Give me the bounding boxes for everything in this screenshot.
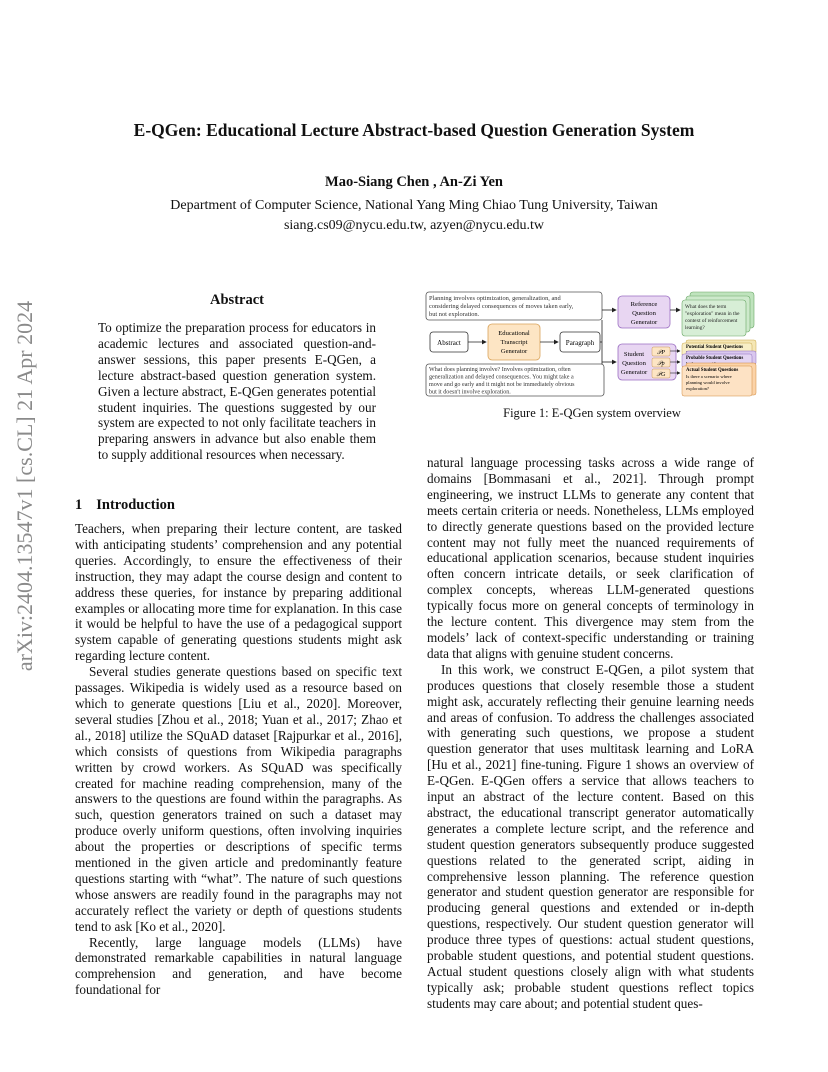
- bottom-note-line: move and go early and it might not be immediately obvious: [429, 382, 575, 388]
- actual-question-line: Is there a scenario where: [686, 374, 732, 379]
- bottom-note-box: [426, 364, 604, 396]
- ref-question-line: What does the term: [685, 304, 727, 310]
- actual-questions-card: [682, 363, 756, 396]
- arxiv-id-text: arXiv:2404.13547v1 [cs.CL] 21 Apr 2024: [12, 300, 37, 672]
- p-label: 𝒫P: [657, 350, 665, 356]
- figure-system-overview: [424, 290, 760, 398]
- section-heading-introduction: [75, 497, 175, 514]
- sqg-label: Question: [622, 360, 646, 367]
- intro-paragraph-4: natural language processing tasks across a wide range of domains [Bommasani et al., 2021]. Through prompt engineering, we instruct LLMs to generate any content that meets certain criteria or needs. Nonetheless, LLMs employed to directly generate questions based on the provided lecture content may not fully meet the nuanced requirements of educational application scenarios, because student inquiries often concern intricate details, or seek clarification of complex concepts, whereas LLM-generated questions typically focus more on general concepts of terminology in the lecture content. This divergence may stem from the models’ lack of context-specific understanding or training data that aligns with genuine student concerns.: [427, 455, 754, 661]
- p-label: 𝒫p: [657, 361, 665, 367]
- rqg-label: Reference: [630, 301, 658, 308]
- figure-diagram: [424, 290, 760, 398]
- paper-authors: Mao-Siang Chen , An-Zi Yen: [325, 174, 503, 190]
- bottom-note-line: generalization and delayed consequences. You might take a: [429, 374, 574, 381]
- arxiv-watermark: [12, 296, 52, 676]
- intro-paragraph-1: Teachers, when preparing their lecture content, are tasked with anticipating students’ comprehension and any potential queries. Accordingly, to ensure the effectiveness of their instruction, they may adapt the course design and content to address these queries, for instance by preparing additional examples or allocating more time for explanation. In this case it would be helpful to have the use of a pedagogical support system capable of generating questions students might ask regarding lecture content.: [75, 521, 402, 664]
- sqg-box: [618, 344, 676, 380]
- sqg-label: Generator: [620, 369, 648, 376]
- reference-question-cards: [682, 292, 754, 336]
- section-number: 1: [75, 497, 83, 513]
- ref-question-line: "exploration" mean in the: [685, 311, 740, 317]
- abstract-box: [430, 332, 468, 352]
- paragraph-box-label: Paragraph: [565, 339, 595, 347]
- bottom-note-line: What does planning involve? Involves optimization, often: [429, 367, 571, 373]
- ref-question-line: learning?: [685, 325, 705, 331]
- etg-label: Educational: [498, 330, 530, 337]
- left-column-text: [75, 521, 402, 998]
- actual-label: Actual Student Questions: [686, 368, 739, 373]
- right-column-text: [427, 455, 754, 1012]
- rqg-box: [618, 296, 670, 328]
- top-note-line: considering delayed consequences of moves taken early,: [429, 303, 574, 310]
- bottom-note-line: but it doesn't involve exploration.: [429, 389, 511, 396]
- rqg-label: Generator: [630, 319, 658, 326]
- etg-label: Generator: [500, 348, 528, 355]
- email-line: siang.cs09@nycu.edu.tw, azyen@nycu.edu.tw: [283, 218, 545, 233]
- actual-question-line: planning would involve: [686, 380, 730, 385]
- abstract-heading: Abstract: [210, 292, 264, 308]
- etg-label: Transcript: [500, 339, 528, 346]
- figure-caption: Figure 1: E-QGen system overview: [503, 406, 681, 420]
- top-note-line: Planning involves optimization, generalization, and: [429, 295, 561, 302]
- probable-label: Probable Student Questions: [686, 356, 744, 361]
- paragraph-box: [560, 332, 600, 352]
- actual-question-line: exploration?: [686, 386, 709, 391]
- intro-paragraph-2: Several studies generate questions based on specific text passages. Wikipedia is widely used as a resource based on which to generate questions [Liu et al., 2020]. Moreover, several studies [Zhou et al., 2018; Yuan et al., 2017; Zhao et al., 2018] utilize the SQuAD dataset [Rajpurkar et al., 2016], which consists of questions from Wikipedia paragraphs written by crowd workers. As SQuAD was specifically created for machine reading comprehension, many of the answers to the questions are found within the paragraphs. As such, question generators trained on such a dataset may produce overly uniform questions, often involving inquiries about the properties or descriptions of specific terms mentioned in the given article and predominantly feature questions starting with “what”. The nature of such questions whose answers are readily found in the paragraphs may not accurately reflect the variety or depth of questions students tend to ask [Ko et al., 2020].: [75, 664, 402, 934]
- top-note-box: [426, 292, 602, 320]
- potential-label: Potential Student Questions: [686, 345, 744, 350]
- paper-title: E-QGen: Educational Lecture Abstract-based Question Generation System: [133, 120, 695, 140]
- affiliation-line: Department of Computer Science, National Yang Ming Chiao Tung University, Taiwan: [170, 198, 658, 213]
- intro-paragraph-5: In this work, we construct E-QGen, a pilot system that produces questions that closely resemble those a student might ask, accurately reflecting their genuine learning needs and areas of confusion. To address the challenges associated with generating such questions, we propose a student question generator that uses multitask learning and LoRA [Hu et al., 2021] fine-tuning. Figure 1 shows an overview of E-QGen. E-QGen offers a service that allows teachers to input an abstract of the lecture content. Based on this abstract, the educational transcript generator automatically generates a complete lecture script, and the reference and student question generators subsequently produce suggested questions related to the generated script, aiding in comprehensive lesson planning. The reference question generator and student question generator are responsible for producing general questions and extended or in-depth questions, respectively. Our student question generator will produce three types of questions: actual student questions, probable student questions, and potential student questions. Actual student questions closely align with what students typically ask; probable student questions reflect topics students may care about; and potential student ques-: [427, 661, 754, 1011]
- etg-box: [488, 324, 540, 360]
- rqg-label: Question: [632, 310, 656, 317]
- top-note-line: but not exploration.: [429, 311, 480, 318]
- paper-affiliation: [0, 196, 828, 236]
- p-label: 𝒫G: [656, 372, 666, 378]
- intro-paragraph-3: Recently, large language models (LLMs) have demonstrated remarkable capabilities in natural language comprehension and generation, and have become foundational for: [75, 934, 402, 998]
- ref-question-line: context of reinforcement: [685, 318, 738, 324]
- section-title: Introduction: [96, 497, 175, 513]
- abstract-box-label: Abstract: [437, 339, 461, 347]
- abstract-text: To optimize the preparation process for educators in academic lectures and associated question-and-answer sessions, this paper presents E-QGen, a lecture abstract-based question generation system. Given a lecture abstract, E-QGen generates potential student inquiries. The questions suggested by our system are expected to not only facilitate teachers in preparing answers in advance but also enable them to supply additional resources when necessary.: [98, 320, 376, 463]
- sqg-label: Student: [623, 351, 645, 358]
